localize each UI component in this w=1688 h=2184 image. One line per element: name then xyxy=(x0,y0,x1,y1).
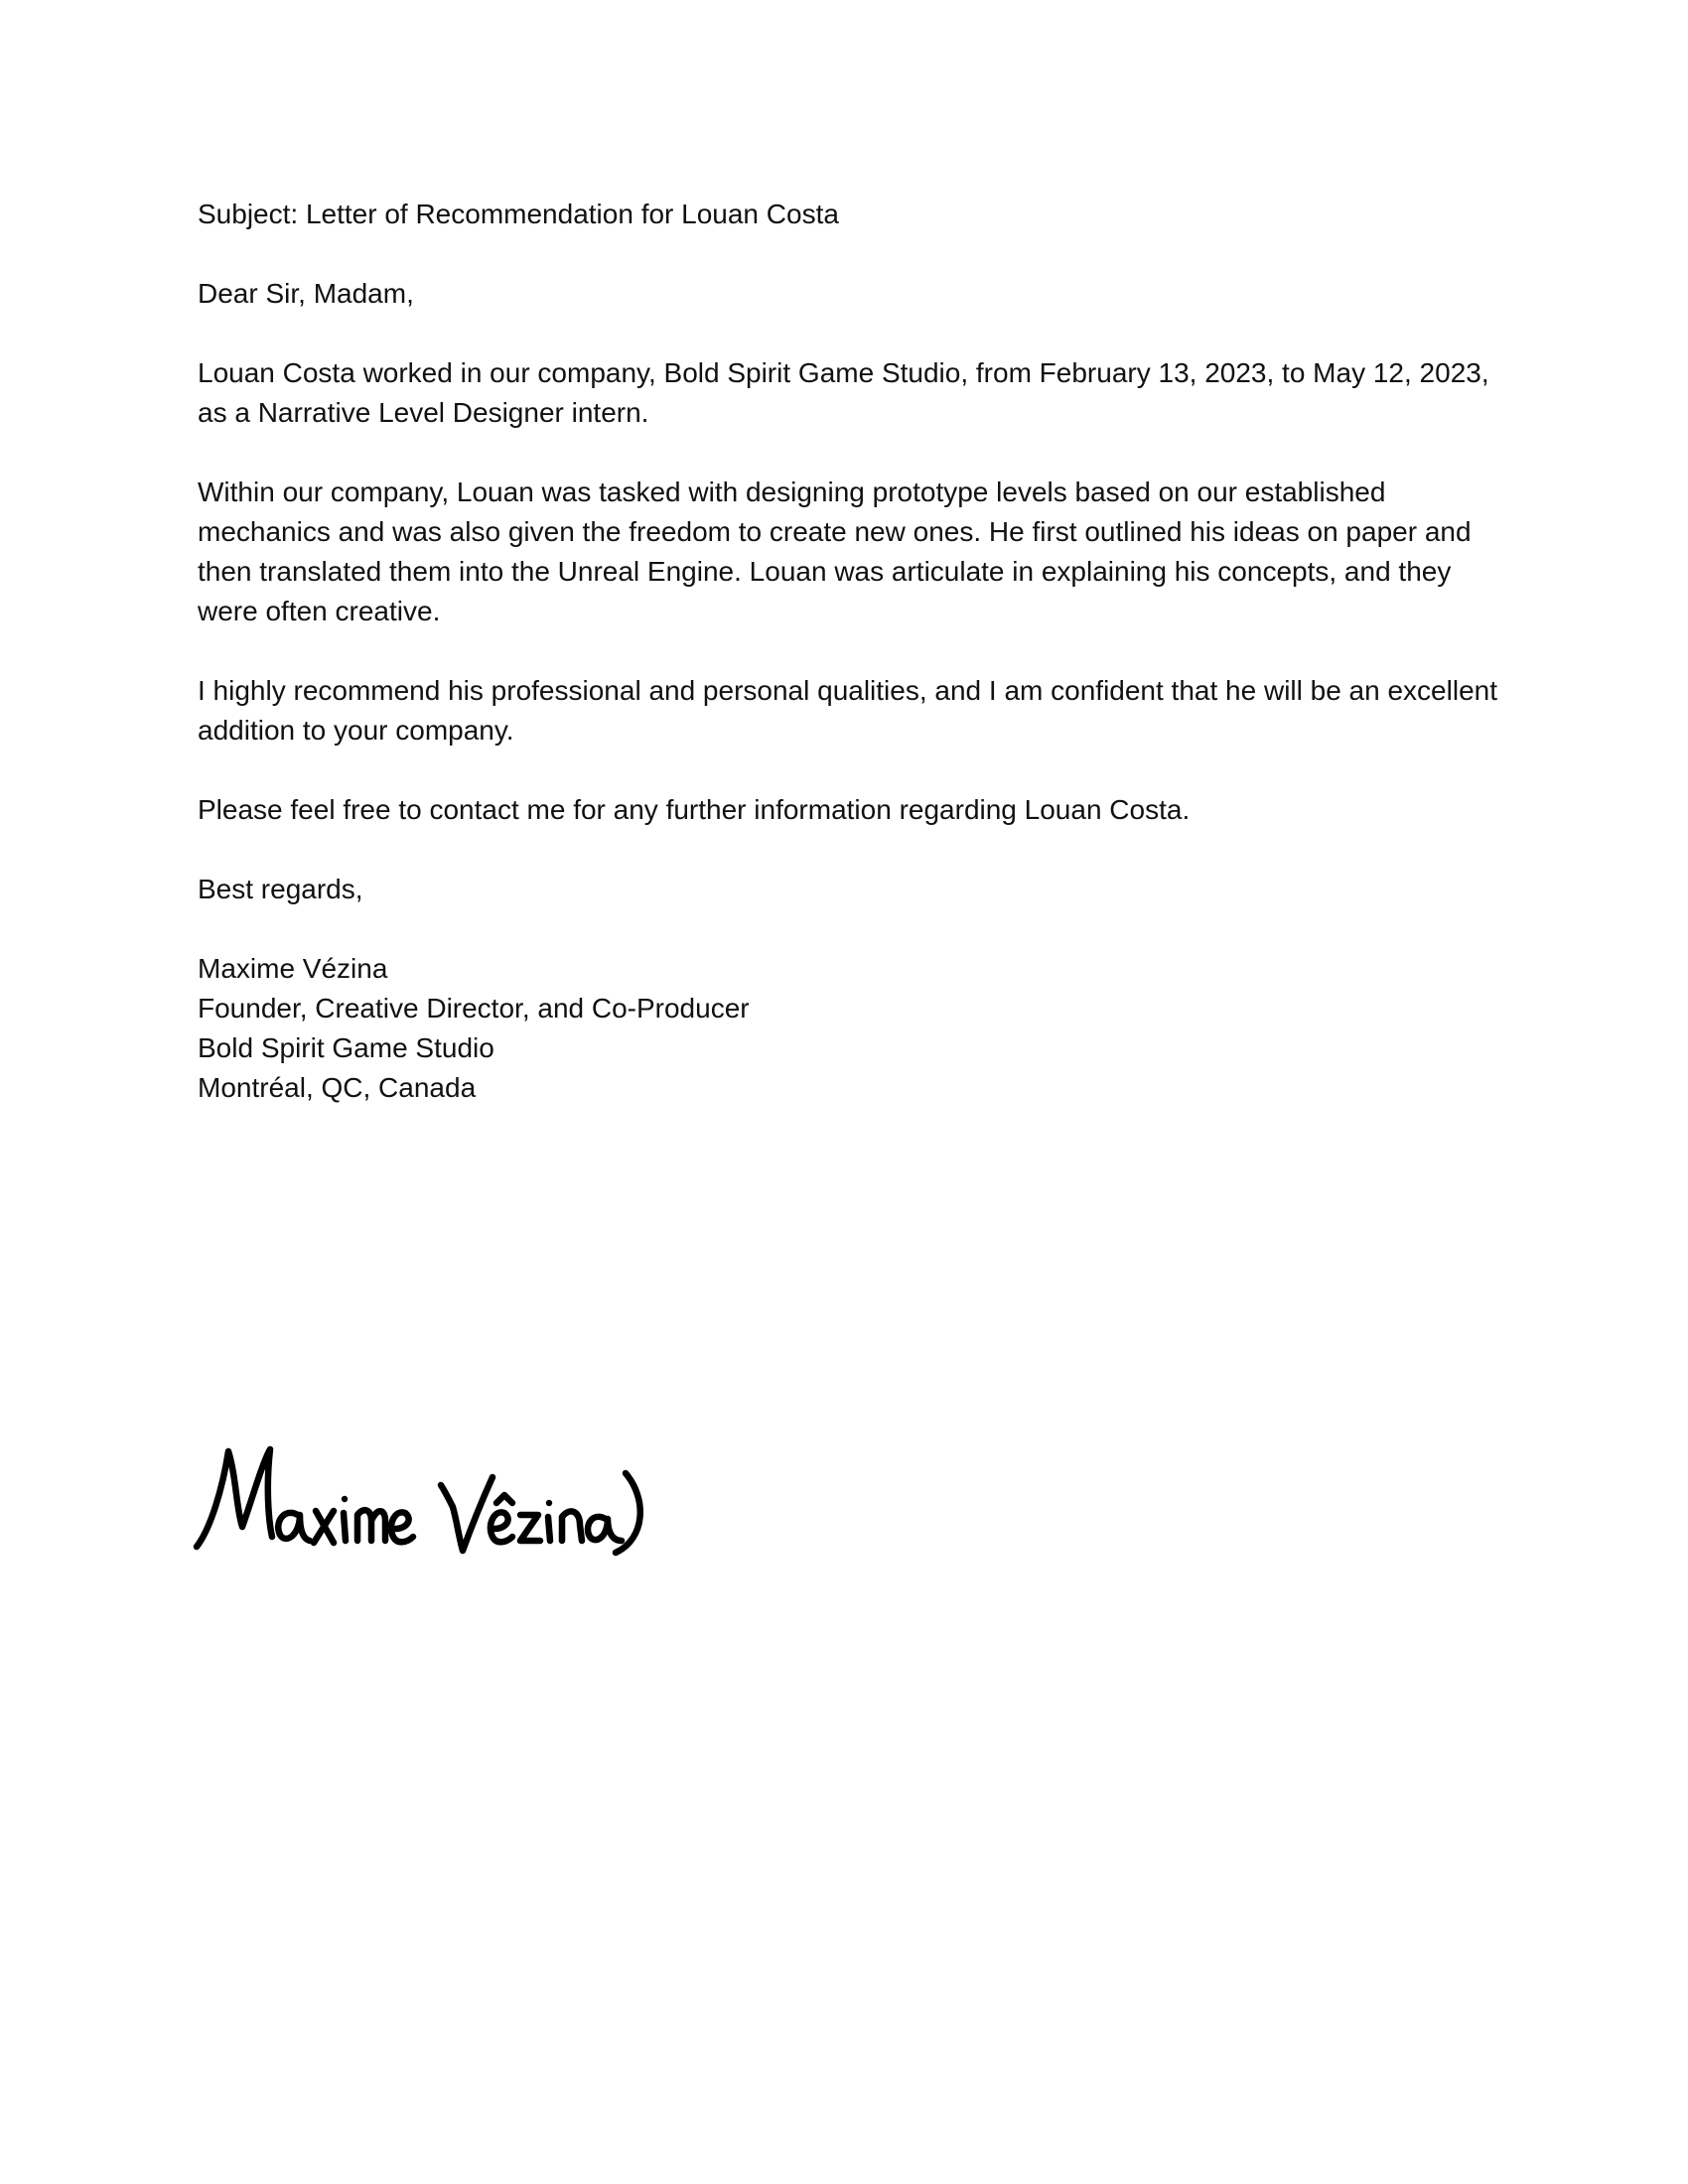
signer-title: Founder, Creative Director, and Co-Producer xyxy=(198,993,750,1024)
paragraph-recommendation: I highly recommend his professional and personal qualities, and I am confident that he will be an excellent addition to your company. xyxy=(198,675,1497,746)
letter-body xyxy=(198,195,1508,1108)
paragraph-employment: Louan Costa worked in our company, Bold Spirit Game Studio, from February 13, 2023, to May 12, 2023, as a Narrative Level Designer intern. xyxy=(198,357,1489,428)
paragraph-responsibilities: Within our company, Louan was tasked with designing prototype levels based on our established mechanics and was also given the freedom to create new ones. He first outlined his ideas on paper and then translated them into the Unreal Engine. Louan was articulate in explaining his concepts, and they were often creative. xyxy=(198,477,1472,626)
handwritten-signature xyxy=(189,1430,665,1569)
paragraph-contact: Please feel free to contact me for any further information regarding Louan Costa. xyxy=(198,794,1191,825)
subject-line: Subject: Letter of Recommendation for Louan Costa xyxy=(198,199,839,229)
closing: Best regards, xyxy=(198,874,363,904)
salutation: Dear Sir, Madam, xyxy=(198,278,414,309)
signer-company: Bold Spirit Game Studio xyxy=(198,1032,494,1063)
signer-name: Maxime Vézina xyxy=(198,953,388,984)
signer-block xyxy=(198,949,1508,1108)
signer-location: Montréal, QC, Canada xyxy=(198,1072,477,1103)
signature-strokes xyxy=(197,1449,640,1553)
